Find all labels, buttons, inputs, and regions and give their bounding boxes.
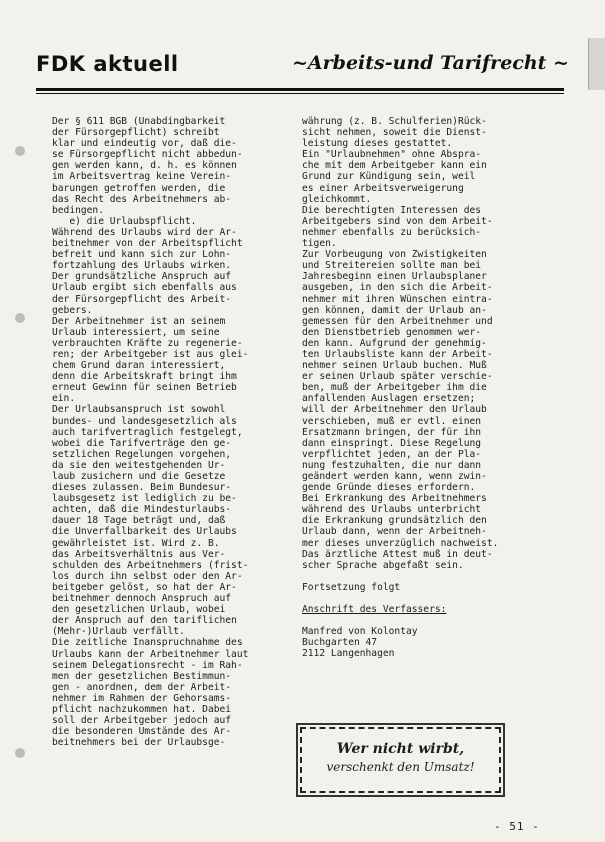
text-line: das Recht des Arbeitnehmers ab- — [52, 193, 232, 205]
text-line: dieses zulassen. Beim Bundesur- — [52, 482, 232, 494]
text-line: laubsgesetz ist lediglich zu be- — [52, 493, 237, 505]
text-line: barungen getroffen werden, die — [52, 182, 226, 194]
text-line: pflicht nachzukommen hat. Dabei — [52, 703, 232, 715]
text-line: geändert werden kann, wenn zwin- — [302, 471, 487, 482]
text-line: wobei die Tarifverträge den ge- — [52, 437, 232, 449]
text-line: Arbeitgebers sind von dem Arbeit- — [302, 215, 493, 227]
text-line: bedingen. — [52, 204, 104, 216]
advertisement-line-2: verschenkt den Umsatz! — [326, 760, 475, 774]
text-line: gen werden kann, d. h. es können — [52, 160, 237, 172]
text-line: Die zeitliche Inanspruchnahme des — [52, 637, 243, 649]
text-line: setzlichen Regelungen vorgehen, — [52, 448, 232, 460]
text-line: nehmer seinen Urlaub buchen. Muß — [302, 360, 487, 372]
advertisement-box — [300, 727, 501, 793]
text-line: dauer 18 Tage beträgt und, daß — [52, 515, 226, 527]
punch-hole — [15, 748, 25, 758]
text-line: nung festzuhalten, die nur dann — [302, 459, 482, 471]
advertisement-line-1: Wer nicht wirbt, — [336, 741, 465, 757]
text-line: (Mehr-)Urlaub verfällt. — [52, 626, 185, 638]
text-line: los durch ihn selbst oder den Ar- — [52, 570, 243, 582]
text-line: e) die Urlaubspflicht. — [52, 215, 197, 227]
text-line: erneut Gewinn für seinen Betrieb — [52, 382, 237, 394]
text-line: ausgeben, in den sich die Arbeit- — [302, 282, 493, 294]
text-line: fortzahlung des Urlaubs wirken. — [52, 260, 232, 272]
address-line: Manfred von Kolontay — [302, 626, 418, 638]
text-line: soll der Arbeitgeber jedoch auf — [52, 715, 232, 727]
text-line: Die berechtigten Interessen des — [302, 204, 482, 216]
text-line: Das ärztliche Attest muß in deut- — [302, 548, 493, 560]
text-line: gebers. — [52, 304, 93, 316]
text-line: er seinen Urlaub später verschie- — [302, 371, 493, 383]
text-line: verbrauchten Kräfte zu regenerie- — [52, 337, 243, 349]
text-line: auch tarifvertraglich festgelegt, — [52, 426, 243, 438]
header-rule-thin — [36, 93, 564, 94]
text-line: Der Arbeitnehmer ist an seinem — [52, 315, 226, 327]
text-line: Urlaub interessiert, um seine — [52, 326, 220, 338]
text-line: Der Urlaubsanspruch ist sowohl — [52, 404, 226, 416]
text-line: ben, muß der Arbeitgeber ihm die — [302, 382, 487, 394]
left-text-column — [52, 116, 298, 748]
text-line: der Fürsorgepflicht) schreibt — [52, 127, 220, 139]
text-line: scher Sprache abgefaßt sein. — [302, 559, 464, 571]
text-line: seinem Delegationsrecht - im Rah- — [52, 659, 243, 671]
text-line: klar und eindeutig vor, daß die- — [52, 138, 237, 150]
text-line: beitnehmer von der Arbeitspflicht — [52, 238, 243, 250]
punch-hole — [15, 146, 25, 156]
text-line: bundes- und landesgesetzlich als — [52, 415, 237, 427]
text-line: es einer Arbeitsverweigerung — [302, 182, 464, 194]
text-line: Zur Vorbeugung von Zwistigkeiten — [302, 249, 487, 261]
address-line: 2112 Langenhagen — [302, 648, 395, 660]
text-line: gen können, damit der Urlaub an- — [302, 304, 487, 316]
text-line: leistung dieses gestattet. — [302, 138, 453, 150]
text-line: den gesetzlichen Urlaub, wobei — [52, 604, 226, 616]
text-line: nehmer mit ihren Wünschen eintra- — [302, 293, 493, 305]
text-line: während des Urlaubs unterbricht — [302, 504, 482, 516]
page-number: - 51 - — [494, 820, 540, 833]
text-line: verpflichtet jeden, an der Pla- — [302, 448, 482, 460]
text-line: befreit und kann sich zur Lohn- — [52, 249, 232, 261]
text-line: Ein "Urlaubnehmen" ohne Abspra- — [302, 149, 482, 161]
text-line: nehmer ebenfalls zu berücksich- — [302, 226, 482, 238]
text-line: beitnehmer dennoch Anspruch auf — [52, 593, 232, 605]
right-text-column — [302, 116, 548, 659]
text-line: Während des Urlaubs wird der Ar- — [52, 226, 237, 238]
section-subtitle: ~Arbeits-und Tarifrecht ~ — [292, 52, 569, 74]
author-address — [302, 626, 548, 659]
text-line: Der grundsätzliche Anspruch auf — [52, 271, 232, 283]
text-line: die Erkrankung grundsätzlich den — [302, 515, 487, 527]
text-line: beitnehmers bei der Urlaubsge- — [52, 737, 226, 749]
text-line: Ersatzmann bringen, der für ihn — [302, 426, 482, 438]
text-line: beitgeber gelöst, so hat der Ar- — [52, 581, 237, 593]
text-line: che mit dem Arbeitgeber kann ein — [302, 160, 487, 172]
punch-hole — [15, 313, 25, 323]
text-line: der Anspruch auf den tariflichen — [52, 615, 237, 627]
text-line: laub zusichern und die Gesetze — [52, 471, 226, 482]
text-line: gende Gründe dieses erfordern. — [302, 482, 476, 494]
text-line: die Unverfallbarkeit des Urlaubs — [52, 526, 237, 538]
text-line: da sie den weitestgehenden Ur- — [52, 459, 226, 471]
text-line: Grund zur Kündigung sein, weil — [302, 171, 476, 183]
text-line: dann einspringt. Diese Regelung — [302, 437, 482, 449]
text-line: men der gesetzlichen Bestimmun- — [52, 670, 232, 682]
text-line: gleichkommt. — [302, 193, 372, 205]
header-rule — [36, 88, 564, 91]
text-line: das Arbeitsverhältnis aus Ver- — [52, 548, 226, 560]
continuation-note: Fortsetzung folgt — [302, 581, 401, 593]
text-line: Der § 611 BGB (Unabdingbarkeit — [52, 116, 226, 127]
text-line: chem Grund daran interessiert, — [52, 360, 226, 372]
text-line: Urlaub dann, wenn der Arbeitneh- — [302, 526, 487, 538]
section-title: FDK aktuell — [36, 52, 179, 76]
text-line: im Arbeitsvertrag keine Verein- — [52, 171, 232, 183]
text-line: den kann. Aufgrund der genehmig- — [302, 337, 487, 349]
text-line: sicht nehmen, soweit die Dienst- — [302, 127, 487, 139]
text-line: Urlaubs kann der Arbeitnehmer laut — [52, 648, 249, 660]
text-line: verschieben, muß er evtl. einen — [302, 415, 482, 427]
edge-tab-mark — [588, 38, 605, 90]
text-line: ein. — [52, 393, 76, 405]
address-line: Buchgarten 47 — [302, 637, 378, 649]
author-address-label: Anschrift des Verfassers: — [302, 603, 447, 615]
text-line: mer dieses unverzüglich nachweist. — [302, 537, 499, 549]
text-line: Jahresbeginn einen Urlaubsplaner — [302, 271, 487, 283]
text-line: nehmer im Rahmen der Gehorsams- — [52, 692, 232, 704]
text-line: den Dienstbetrieb genommen wer- — [302, 326, 482, 338]
text-line: gemessen für den Arbeitnehmer und — [302, 315, 493, 327]
text-line: will der Arbeitnehmer den Urlaub — [302, 404, 487, 416]
text-line: Bei Erkrankung des Arbeitnehmers — [302, 493, 487, 505]
text-line: währung (z. B. Schulferien)Rück- — [302, 116, 487, 127]
text-line: anfallenden Auslagen ersetzen; — [302, 393, 476, 405]
text-line: Urlaub ergibt sich ebenfalls aus — [52, 282, 237, 294]
text-line: gen - anordnen, dem der Arbeit- — [52, 681, 232, 693]
right-column-body — [302, 116, 548, 571]
text-line: se Fürsorgepflicht nicht abbedun- — [52, 149, 243, 161]
text-line: schulden des Arbeitnehmers (frist- — [52, 559, 249, 571]
text-line: und Streitereien sollte man bei — [302, 260, 482, 272]
text-line: denn die Arbeitskraft bringt ihm — [52, 371, 237, 383]
text-line: gewährleistet ist. Wird z. B. — [52, 537, 220, 549]
text-line: achten, daß die Mindesturlaubs- — [52, 504, 232, 516]
text-line: ten Urlaubsliste kann der Arbeit- — [302, 348, 493, 360]
text-line: tigen. — [302, 238, 337, 250]
text-line: die besonderen Umstände des Ar- — [52, 726, 232, 738]
text-line: der Fürsorgepflicht des Arbeit- — [52, 293, 232, 305]
text-line: ren; der Arbeitgeber ist aus glei- — [52, 348, 249, 360]
